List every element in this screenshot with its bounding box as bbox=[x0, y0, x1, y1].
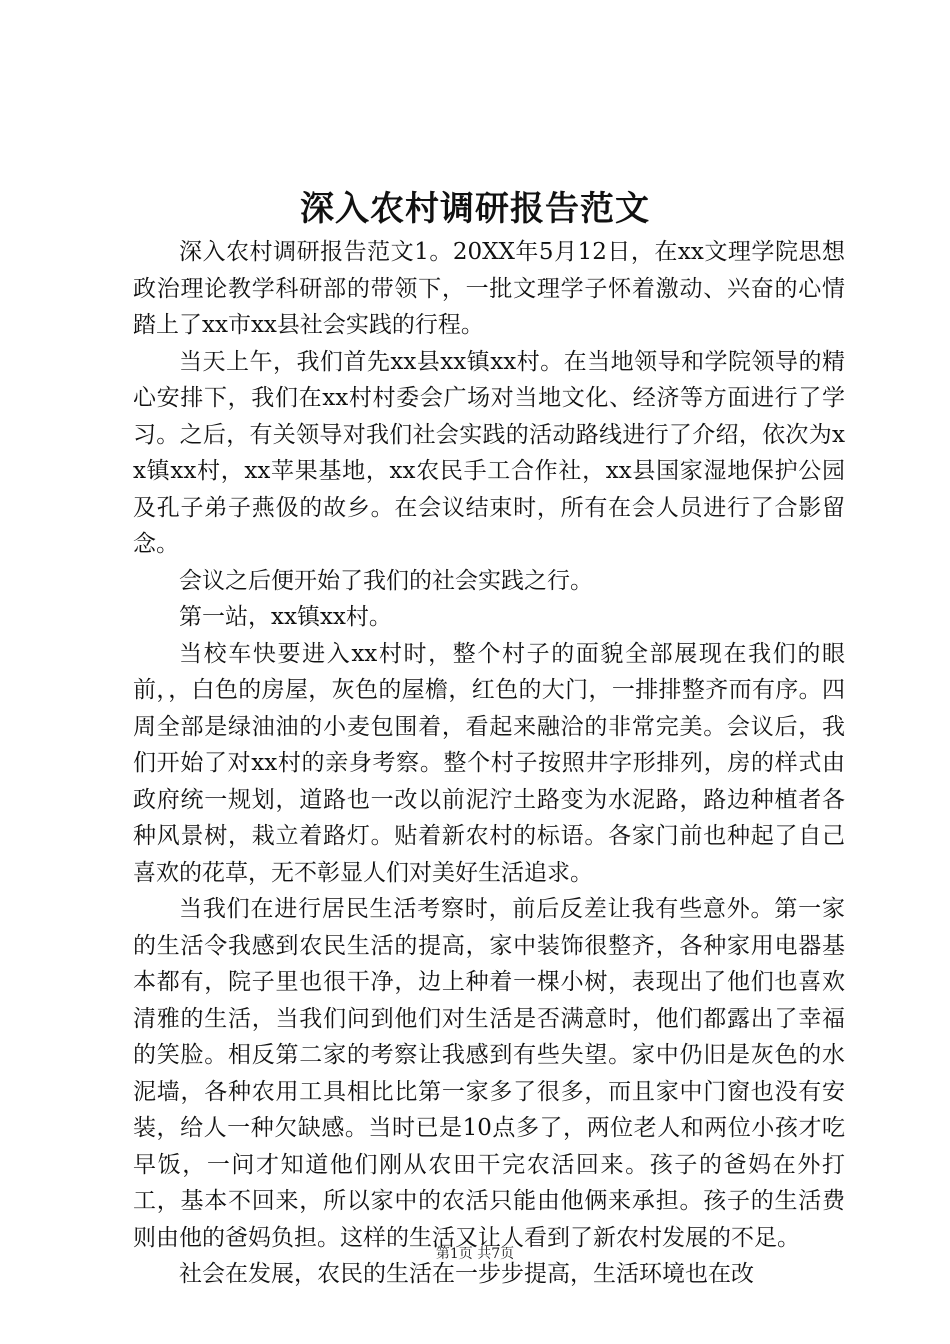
paragraph: 深入农村调研报告范文1。20XX年5月12日，在xx文理学院思想政治理论教学科研部的带领下，一批文理学子怀着激动、兴奋的心情踏上了xx市xx县社会实践的行程。 bbox=[133, 239, 845, 338]
paragraph: 社会在发展，农民的生活在一步步提高，生活环境也在改 bbox=[179, 1261, 754, 1287]
paragraph: 当天上午，我们首先xx县xx镇xx村。在当地领导和学院领导的精心安排下，我们在xx村村委会广场对当地文化、经济等方面进行了学习。之后，有关领导对我们社会实践的活动路线进行了介绍，依次为xx镇xx村，xx苹果基地，xx农民手工合作社，xx县国家湿地保护公园及孔子弟子燕伋的故乡。在会议结束时，所有在会人员进行了合影留念。 bbox=[133, 348, 845, 557]
document-title: 深入农村调研报告范文 bbox=[300, 189, 650, 229]
paragraph: 当我们在进行居民生活考察时，前后反差让我有些意外。第一家的生活令我感到农民生活的提高，家中装饰很整齐，各种家用电器基本都有，院子里也很干净，边上种着一棵小树，表现出了他们也喜欢清雅的生活，当我们问到他们对生活是否满意时，他们都露出了幸福的笑脸。相反第二家的考察让我感到有些失望。家中仍旧是灰色的水泥墙，各种农用工具相比比第一家多了很多，而且家中门窗也没有安装，给人一种欠缺感。当时已是10点多了，两位老人和两位小孩才吃早饭，一问才知道他们刚从农田干完农活回来。孩子的爸妈在外打工，基本不回来，所以家中的农活只能由他俩来承担。孩子的生活费则由他的爸妈负担。这样的生活又让人看到了新农村发展的不足。 bbox=[133, 896, 845, 1251]
paragraph: 当校车快要进入xx村时，整个村子的面貌全部展现在我们的眼前，，白色的房屋，灰色的屋檐，红色的大门，一排排整齐而有序。四周全部是绿油油的小麦包围着，看起来融洽的非常完美。会议后，我们开始了对xx村的亲身考察。整个村子按照井字形排列，房的样式由政府统一规划，道路也一改以前泥泞土路变为水泥路，路边种植者各种风景树，栽立着路灯。贴着新农村的标语。各家门前也种起了自己喜欢的花草，无不彰显人们对美好生活追求。 bbox=[133, 640, 845, 886]
paragraph: 第一站，xx镇xx村。 bbox=[179, 604, 392, 630]
page-footer: 第1页 共7页 bbox=[435, 1246, 515, 1262]
document-body bbox=[133, 234, 845, 1293]
paragraph: 会议之后便开始了我们的社会实践之行。 bbox=[179, 567, 593, 594]
